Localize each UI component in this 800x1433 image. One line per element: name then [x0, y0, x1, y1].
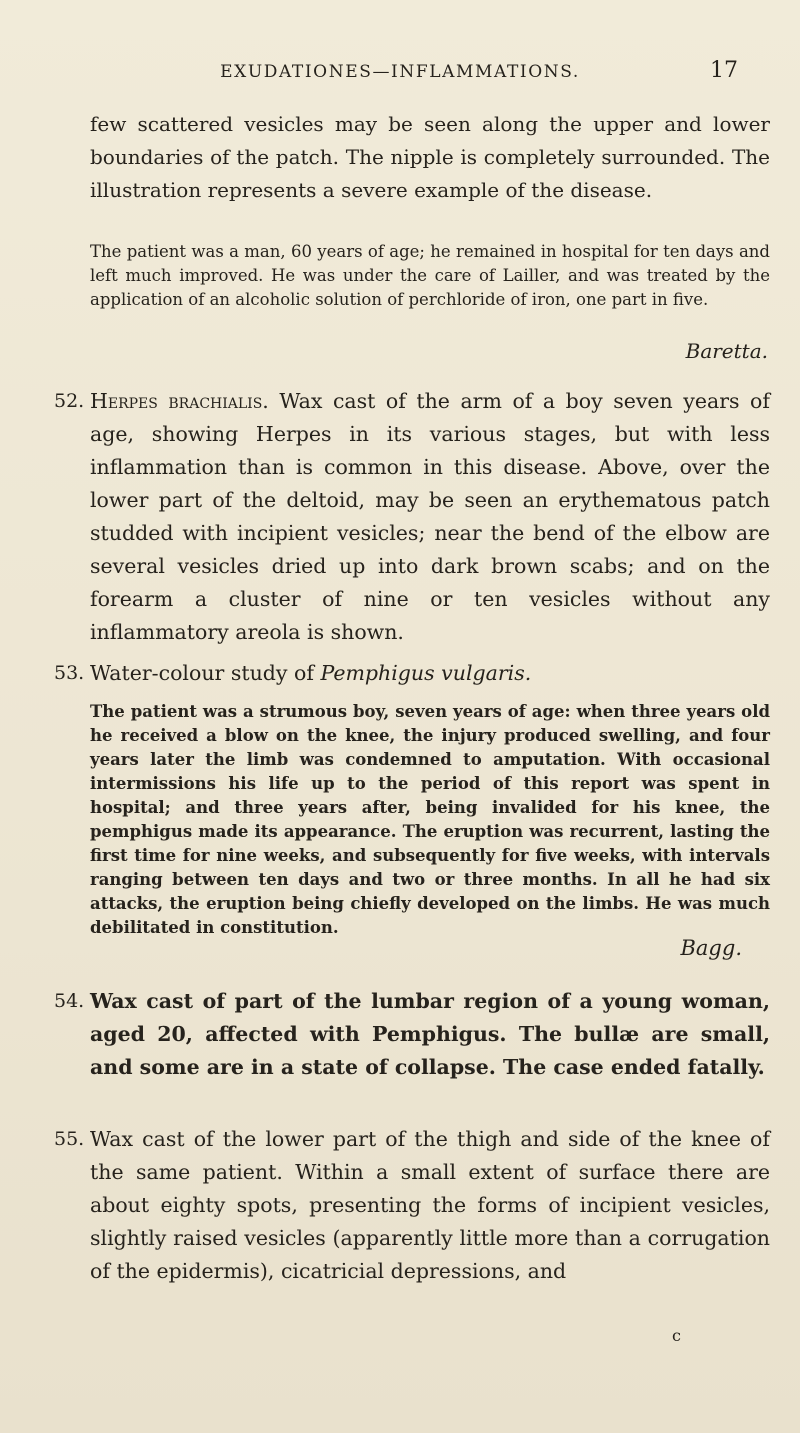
entry-number: 54. [54, 990, 85, 1012]
entry-number: 52. [54, 390, 85, 412]
running-title: EXUDATIONES—INFLAMMATIONS. [220, 62, 580, 82]
opening-note: The patient was a man, 60 years of age; he remained in hospital for ten days and left much improved. He was under the care of Lailler, and was treated by the application of an alcoholic solution of perchloride of iron, one part in five. [90, 242, 770, 309]
entry-body: Wax cast of the lower part of the thigh and side of the knee of the same patient. Within a small extent of surface there are about eighty spots, presenting the forms of incipient vesicles, slightly raised vesicles (apparently little more than a corrugation of the epidermis), cicatricial depressions, and [90, 1127, 770, 1283]
entry-title: Herpes brachialis. [90, 389, 269, 413]
page-number: 17 [710, 58, 738, 83]
entry-53 [54, 657, 770, 690]
entry-body [90, 385, 770, 649]
entry-54 [54, 985, 770, 1084]
entry-53-note: The patient was a strumous boy, seven years of age: when three years old he received a blow on the knee, the injury produced swelling, and four years later the limb was condemned to amputation. With occasional intermissions his life up to the period of this report was spent in hospital; and three years after, being invalided for his knee, the pemphigus made its appearance. The eruption was recurrent, lasting the first time for nine weeks, and subsequently for five weeks, with intervals ranging between ten days and two or three months. In all he had six attacks, the eruption being chiefly developed on the limbs. He was much debilitated in constitution. [90, 702, 770, 937]
opening-signature: Baretta. [685, 339, 768, 363]
entry-body: Wax cast of part of the lumbar region of a young woman, aged 20, affected with Pemphigus. The bullæ are small, and some are in a state of collapse. The case ended fatally. [90, 989, 770, 1079]
entry-text: Wax cast of the arm of a boy seven years of age, showing Herpes in its various stages, but with less inflammation than is common in this disease. Above, over the lower part of the deltoid, may be seen an erythematous patch studded with incipient vesicles; near the bend of the elbow are several vesicles dried up into dark brown scabs; and on the forearm a cluster of nine or ten vesicles without any inflammatory areola is shown. [90, 389, 770, 644]
entry-number: 55. [54, 1128, 85, 1150]
entry-number: 53. [54, 662, 85, 684]
entry-53-signature: Bagg. [680, 936, 742, 960]
entry-italic-title: Pemphigus vulgaris. [320, 661, 532, 685]
entry-text: Water-colour study of [90, 661, 321, 685]
entry-body [90, 657, 770, 690]
signature-mark: c [672, 1326, 681, 1345]
entry-52 [54, 385, 770, 649]
entry-55 [54, 1123, 770, 1288]
running-head [0, 58, 800, 92]
opening-paragraph: few scattered vesicles may be seen along the upper and lower boundaries of the patch. The nipple is completely surrounded. The illustration represents a severe example of the disease. [90, 112, 770, 202]
